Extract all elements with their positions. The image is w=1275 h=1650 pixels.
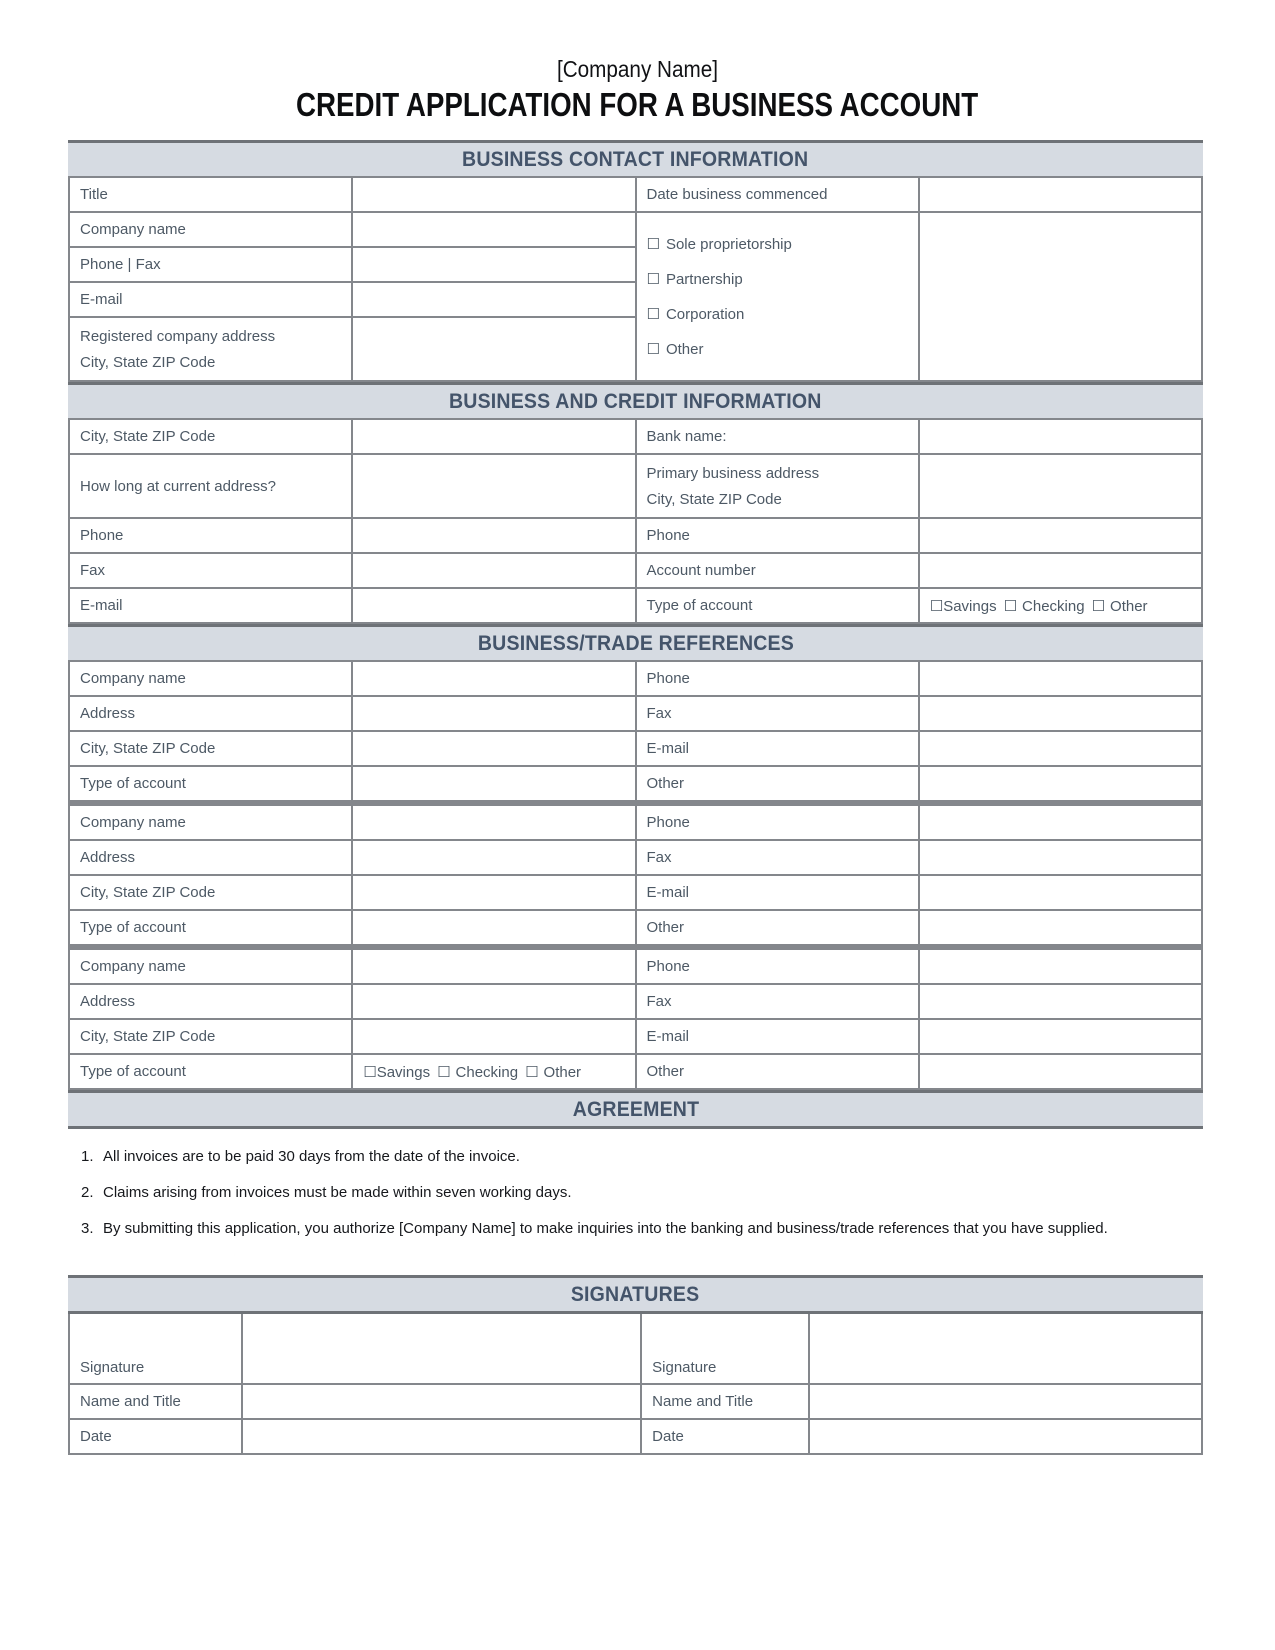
input-phone[interactable] bbox=[352, 518, 635, 553]
input-date-business-commenced[interactable] bbox=[919, 177, 1202, 212]
checkbox-icon: ☐ bbox=[646, 270, 660, 288]
ref1-type-of-account-label: Type of account bbox=[69, 766, 352, 803]
input-how-long-at-address[interactable] bbox=[352, 454, 635, 518]
section-heading-business-contact: BUSINESS CONTACT INFORMATION bbox=[68, 140, 1203, 176]
agreement-item-text: By submitting this application, you authorize [Company Name] to make inquiries into the banking and business/trade references that you have supplied. bbox=[103, 1220, 1108, 1237]
checkbox-checking[interactable] bbox=[1004, 598, 1085, 615]
checkbox-partnership[interactable] bbox=[647, 262, 918, 297]
ref2-input-company-name[interactable] bbox=[352, 803, 635, 840]
sig2-date-label: Date bbox=[641, 1419, 809, 1454]
checkbox-icon: ☐ bbox=[1091, 597, 1106, 615]
checkbox-label: Savings bbox=[943, 597, 997, 615]
ref2-address-label: Address bbox=[69, 840, 352, 875]
checkbox-icon: ☐ bbox=[646, 305, 660, 323]
ref2-input-address[interactable] bbox=[352, 840, 635, 875]
checkbox-label: Checking bbox=[1022, 597, 1085, 615]
checkbox-icon: ☐ bbox=[646, 340, 660, 358]
ref3-city-state-zip-label: City, State ZIP Code bbox=[69, 1019, 352, 1054]
checkbox-label: Corporation bbox=[665, 305, 745, 323]
email-label: E-mail bbox=[69, 282, 352, 317]
agreement-item-text: All invoices are to be paid 30 days from the date of the invoice. bbox=[103, 1148, 520, 1165]
ref2-other-label: Other bbox=[636, 910, 919, 947]
checkbox-icon: ☐ bbox=[437, 1063, 451, 1081]
email-label: E-mail bbox=[69, 588, 352, 623]
sig2-name-title-label: Name and Title bbox=[641, 1384, 809, 1419]
ref3-other-label: Other bbox=[636, 1054, 919, 1089]
checkbox-label: Partnership bbox=[665, 270, 743, 288]
ref1-input-city-state-zip[interactable] bbox=[352, 731, 635, 766]
ref1-city-state-zip-label: City, State ZIP Code bbox=[69, 731, 352, 766]
checkbox-icon: ☐ bbox=[929, 597, 944, 615]
ref3-input-fax[interactable] bbox=[919, 984, 1202, 1019]
agreement-terms bbox=[68, 1129, 1203, 1275]
agreement-item-1 bbox=[68, 1145, 1203, 1168]
ref3-address-label: Address bbox=[69, 984, 352, 1019]
input-company-name[interactable] bbox=[352, 212, 635, 247]
company-name-placeholder: [Company Name] bbox=[556, 56, 719, 82]
input-city-state-zip[interactable] bbox=[352, 419, 635, 454]
account-number-label: Account number bbox=[636, 553, 919, 588]
input-primary-business-address[interactable] bbox=[919, 454, 1202, 518]
ref3-phone-label: Phone bbox=[636, 947, 919, 984]
sig1-input-date[interactable] bbox=[242, 1419, 641, 1454]
ref2-phone-label: Phone bbox=[636, 803, 919, 840]
ref1-input-fax[interactable] bbox=[919, 696, 1202, 731]
business-credit-table bbox=[68, 418, 1203, 624]
checkbox-other-account[interactable] bbox=[1092, 598, 1148, 615]
sig2-input-name-title[interactable] bbox=[809, 1384, 1202, 1419]
ref3-input-city-state-zip[interactable] bbox=[352, 1019, 635, 1054]
checkbox-sole-proprietorship[interactable] bbox=[647, 227, 918, 262]
section-heading-business-credit: BUSINESS AND CREDIT INFORMATION bbox=[68, 382, 1203, 418]
checkbox-label: Other bbox=[1110, 597, 1148, 615]
ref1-phone-label: Phone bbox=[636, 661, 919, 696]
ref1-input-address[interactable] bbox=[352, 696, 635, 731]
sig2-input-signature[interactable] bbox=[809, 1313, 1202, 1385]
agreement-item-number: 1. bbox=[81, 1148, 94, 1165]
ref1-input-type-of-account[interactable] bbox=[352, 766, 635, 803]
checkbox-label: Sole proprietorship bbox=[665, 235, 792, 253]
fax-label: Fax bbox=[69, 553, 352, 588]
sig2-input-date[interactable] bbox=[809, 1419, 1202, 1454]
ref3-input-address[interactable] bbox=[352, 984, 635, 1019]
trade-references-table bbox=[68, 660, 1203, 1090]
sig1-name-title-label: Name and Title bbox=[69, 1384, 242, 1419]
ref3-company-name-label: Company name bbox=[69, 947, 352, 984]
sig1-input-signature[interactable] bbox=[242, 1313, 641, 1385]
how-long-at-address-label: How long at current address? bbox=[69, 454, 352, 518]
checkbox-icon: ☐ bbox=[363, 1063, 377, 1081]
document-header bbox=[0, 0, 1275, 126]
type-of-account-label: Type of account bbox=[636, 588, 919, 623]
ref3-input-phone[interactable] bbox=[919, 947, 1202, 984]
ref1-input-other[interactable] bbox=[919, 766, 1202, 803]
bank-phone-label: Phone bbox=[636, 518, 919, 553]
ref1-input-company-name[interactable] bbox=[352, 661, 635, 696]
document-title: CREDIT APPLICATION FOR A BUSINESS ACCOUNT bbox=[296, 86, 979, 123]
checkbox-savings[interactable] bbox=[363, 1064, 430, 1081]
ref2-email-label: E-mail bbox=[636, 875, 919, 910]
ref2-type-of-account-label: Type of account bbox=[69, 910, 352, 947]
checkbox-icon: ☐ bbox=[646, 235, 660, 253]
checkbox-label: Checking bbox=[455, 1063, 519, 1081]
company-name-label: Company name bbox=[69, 212, 352, 247]
date-business-commenced-label: Date business commenced bbox=[636, 177, 919, 212]
agreement-item-number: 3. bbox=[81, 1220, 94, 1237]
ref2-fax-label: Fax bbox=[636, 840, 919, 875]
checkbox-savings[interactable] bbox=[930, 598, 997, 615]
checkbox-other-account[interactable] bbox=[525, 1064, 581, 1081]
input-entity-type-other[interactable] bbox=[919, 212, 1202, 381]
checkbox-label: Savings bbox=[376, 1063, 431, 1081]
sig2-signature-label: Signature bbox=[641, 1313, 809, 1385]
ref3-fax-label: Fax bbox=[636, 984, 919, 1019]
phone-label: Phone bbox=[69, 518, 352, 553]
input-registered-address[interactable] bbox=[352, 317, 635, 381]
account-type-options bbox=[919, 588, 1202, 623]
sig1-signature-label: Signature bbox=[69, 1313, 242, 1385]
ref2-input-type-of-account[interactable] bbox=[352, 910, 635, 947]
ref3-account-type-options bbox=[352, 1054, 635, 1089]
section-heading-agreement: AGREEMENT bbox=[68, 1090, 1203, 1129]
sig1-date-label: Date bbox=[69, 1419, 242, 1454]
bank-name-label: Bank name: bbox=[636, 419, 919, 454]
section-heading-trade-references: BUSINESS/TRADE REFERENCES bbox=[68, 624, 1203, 660]
business-contact-table bbox=[68, 176, 1203, 382]
phone-fax-label: Phone | Fax bbox=[69, 247, 352, 282]
input-bank-name[interactable] bbox=[919, 419, 1202, 454]
agreement-item-number: 2. bbox=[81, 1184, 94, 1201]
input-email[interactable] bbox=[352, 282, 635, 317]
ref3-email-label: E-mail bbox=[636, 1019, 919, 1054]
ref2-city-state-zip-label: City, State ZIP Code bbox=[69, 875, 352, 910]
input-email-credit[interactable] bbox=[352, 588, 635, 623]
ref1-address-label: Address bbox=[69, 696, 352, 731]
ref1-input-phone[interactable] bbox=[919, 661, 1202, 696]
checkbox-icon: ☐ bbox=[1003, 597, 1018, 615]
ref2-input-email[interactable] bbox=[919, 875, 1202, 910]
registered-address-label: Registered company address City, State ZIP Code bbox=[69, 317, 352, 381]
input-phone-fax[interactable] bbox=[352, 247, 635, 282]
checkbox-checking[interactable] bbox=[437, 1064, 518, 1081]
ref3-input-other[interactable] bbox=[919, 1054, 1202, 1089]
checkbox-icon: ☐ bbox=[525, 1063, 539, 1081]
primary-business-address-label: Primary business address City, State ZIP Code bbox=[636, 454, 919, 518]
ref2-input-fax[interactable] bbox=[919, 840, 1202, 875]
agreement-item-text: Claims arising from invoices must be made within seven working days. bbox=[103, 1184, 572, 1201]
ref3-type-of-account-label: Type of account bbox=[69, 1054, 352, 1089]
section-heading-signatures: SIGNATURES bbox=[68, 1275, 1203, 1311]
input-account-number[interactable] bbox=[919, 553, 1202, 588]
ref2-input-other[interactable] bbox=[919, 910, 1202, 947]
input-title[interactable] bbox=[352, 177, 635, 212]
input-bank-phone[interactable] bbox=[919, 518, 1202, 553]
ref2-input-city-state-zip[interactable] bbox=[352, 875, 635, 910]
ref1-company-name-label: Company name bbox=[69, 661, 352, 696]
input-fax[interactable] bbox=[352, 553, 635, 588]
ref1-input-email[interactable] bbox=[919, 731, 1202, 766]
checkbox-other-entity[interactable] bbox=[647, 332, 918, 367]
ref3-input-email[interactable] bbox=[919, 1019, 1202, 1054]
city-state-zip-label: City, State ZIP Code bbox=[69, 419, 352, 454]
ref1-fax-label: Fax bbox=[636, 696, 919, 731]
sig1-input-name-title[interactable] bbox=[242, 1384, 641, 1419]
entity-type-options bbox=[636, 212, 919, 381]
checkbox-corporation[interactable] bbox=[647, 297, 918, 332]
ref3-input-company-name[interactable] bbox=[352, 947, 635, 984]
ref1-email-label: E-mail bbox=[636, 731, 919, 766]
signatures-table bbox=[68, 1311, 1203, 1455]
title-label: Title bbox=[69, 177, 352, 212]
agreement-item-3 bbox=[68, 1217, 1203, 1240]
ref2-input-phone[interactable] bbox=[919, 803, 1202, 840]
ref1-other-label: Other bbox=[636, 766, 919, 803]
checkbox-label: Other bbox=[543, 1063, 582, 1081]
agreement-item-2 bbox=[68, 1181, 1203, 1204]
checkbox-label: Other bbox=[665, 340, 704, 358]
ref2-company-name-label: Company name bbox=[69, 803, 352, 840]
